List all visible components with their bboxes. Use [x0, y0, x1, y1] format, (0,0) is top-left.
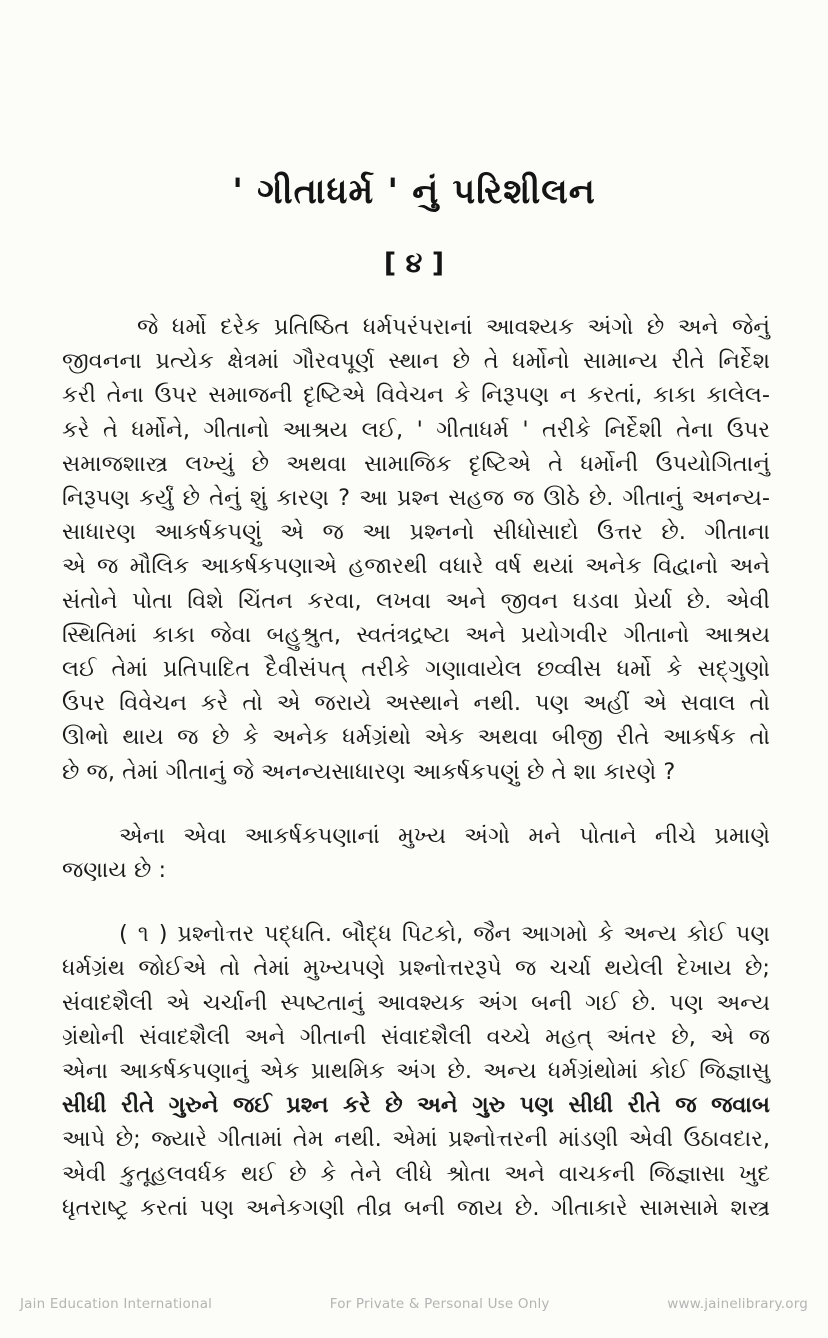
footer-left-text: Jain Education International: [20, 1296, 213, 1312]
text-line: જીવનના પ્રત્યેક ક્ષેત્રમાં ગૌરવપૂર્ણ સ્થાન છે તે ધર્મોનો સામાન્ય રીતે નિર્દેશ: [62, 348, 770, 375]
text-line: એના આકર્ષકપણાનું એક પ્રાથમિક અંગ છે. અન્ય ધર્મગ્રંથોમાં કોઈ જિજ્ઞાસુ: [62, 1058, 770, 1085]
text-line: સ્થિતિમાં કાકા જેવા બહુશ્રુત, સ્વતંત્રદ્રષ્ટા અને પ્રયોગવીર ગીતાનો આશ્રય: [62, 621, 770, 648]
text-line: સાધારણ આકર્ષકપણું એ જ આ પ્રશ્નનો સીધોસાદો ઉત્તર છે. ગીતાના: [62, 519, 770, 546]
text-line: જે ધર્મો દરેક પ્રતિષ્ઠિત ધર્મપરંપરાનાં આવશ્યક અંગો છે અને જેનું: [137, 314, 770, 340]
section-number: [ ૪ ]: [383, 248, 445, 279]
paragraph-2: [62, 819, 770, 887]
page-title: ' ગીતાધર્મ ' નું પરિશીલન: [232, 172, 596, 212]
body-text: [62, 310, 770, 1255]
paragraph-3: [62, 917, 770, 1225]
paragraph-1: [62, 310, 770, 789]
text-line: ઊભો થાય જ છે કે અનેક ધર્મગ્રંથો એક અથવા બીજી રીતે આકર્ષક તો: [62, 724, 770, 751]
text-line: ગ્રંથોની સંવાદશૈલી અને ગીતાની સંવાદશૈલી વચ્ચે મહત્ અંતર છે, એ જ: [62, 1023, 770, 1050]
text-line: ધર્મગ્રંથ જોઈએ તો તેમાં મુખ્યપણે પ્રશ્નોત્તરરૂપે જ ચર્ચા થયેલી દેખાય છે;: [62, 955, 770, 982]
text-line: લઈ તેમાં પ્રતિપાદિત દૈવીસંપત્ તરીકે ગણાવાયેલ છવ્વીસ ધર્મો કે સદ્ગુણો: [62, 656, 770, 683]
scan-footer: [0, 1296, 828, 1312]
footer-right-text: www.jainelibrary.org: [667, 1296, 808, 1312]
text-line: ( ૧ ) પ્રશ્નોત્તર પદ્ધતિ. બૌદ્ધ પિટકો, જૈન આગમો કે અન્ય કોઈ પણ: [119, 921, 770, 948]
text-line: છે જ, તેમાં ગીતાનું જે અનન્યસાધારણ આકર્ષકપણું છે તે શા કારણે ?: [62, 758, 676, 785]
text-line: સમાજશાસ્ત્ર લખ્યું છે અથવા સામાજિક દૃષ્ટિએ તે ધર્મોની ઉપયોગિતાનું: [62, 450, 770, 477]
text-line: એ જ મૌલિક આકર્ષકપણાએ હજારથી વધારે વર્ષ થયાં અનેક વિદ્વાનો અને: [62, 553, 770, 580]
text-line: ધૃતરાષ્ટ્ર કરતાં પણ અનેકગણી તીવ્ર બની જાય છે. ગીતાકારે સામસામે શસ્ત્ર: [62, 1194, 770, 1221]
footer-center-text: For Private & Personal Use Only: [329, 1296, 550, 1312]
text-line: એના એવા આકર્ષકપણાનાં મુખ્ય અંગો મને પોતાને નીચે પ્રમાણે: [119, 822, 770, 849]
text-line: ઉપર વિવેચન કરે તો એ જરાયે અસ્થાને નથી. પણ અહીં એ સવાલ તો: [62, 690, 770, 717]
text-line: કરે તે ધર્મોને, ગીતાનો આશ્રય લઈ, ' ગીતાધર્મ ' તરીકે નિર્દેશી તેના ઉપર: [62, 416, 770, 443]
text-line: સંતોને પોતા વિશે ચિંતન કરવા, લખવા અને જીવન ઘડવા પ્રેર્યા છે. એવી: [62, 587, 770, 614]
text-line: આપે છે; જ્યારે ગીતામાં તેમ નથી. એમાં પ્રશ્નોત્તરની માંડણી એવી ઉઠાવદાર,: [62, 1126, 770, 1153]
text-line: કરી તેના ઉપર સમાજની દૃષ્ટિએ વિવેચન કે નિરૂપણ ન કરતાં, કાકા કાલેલ-: [62, 382, 770, 409]
text-line: જણાય છે :: [62, 857, 167, 884]
text-line: સંવાદશૈલી એ ચર્ચાની સ્પષ્ટતાનું આવશ્યક અંગ બની ગઈ છે. પણ અન્ય: [62, 989, 770, 1016]
text-line: એવી કુતૂહલવર્ધક થઈ છે કે તેને લીધે શ્રોતા અને વાચકની જિજ્ઞાસા ખુદ: [62, 1160, 770, 1187]
text-line: નિરૂપણ કર્યું છે તેનું શું કારણ ? આ પ્રશ્ન સહજ જ ઊઠે છે. ગીતાનું અનન્ય-: [62, 485, 770, 512]
text-line: સીધી રીતે ગુરુને જઈ પ્રશ્ન કરે છે અને ગુરુ પણ સીધી રીતે જ જવાબ: [62, 1092, 770, 1119]
